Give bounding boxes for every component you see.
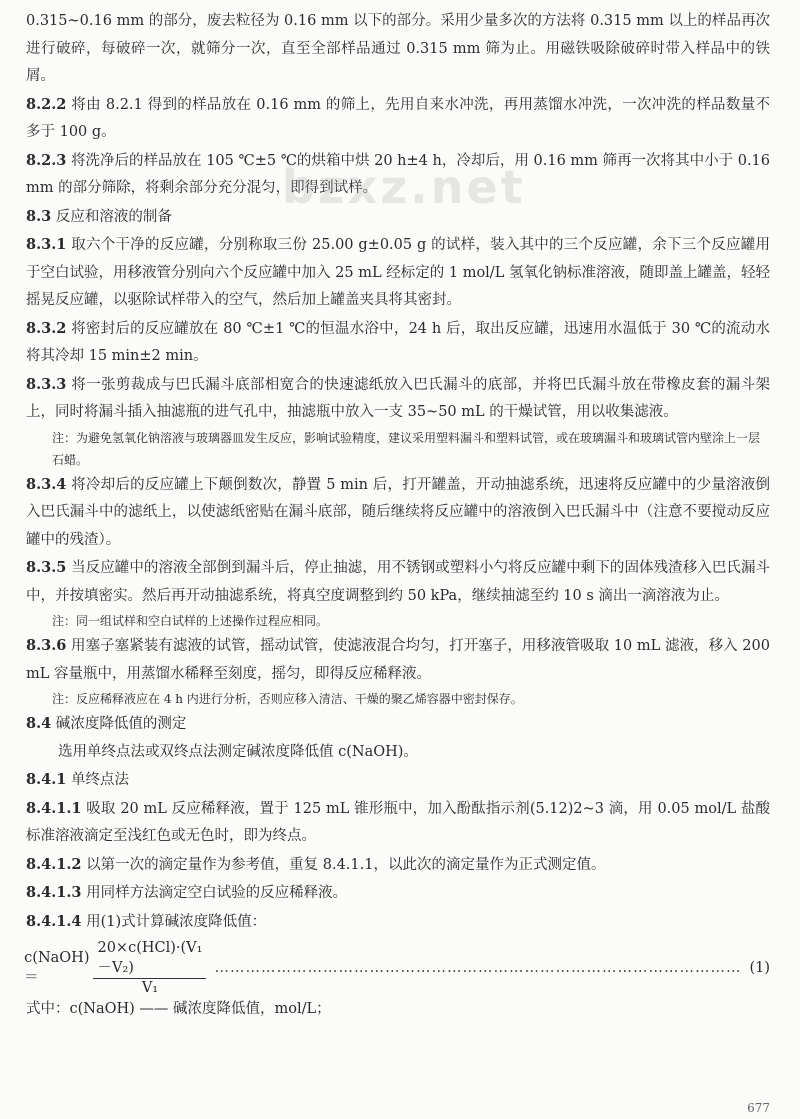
clause-number: 8.3 bbox=[26, 207, 52, 225]
formula-leader-dots: ………………………………………………………………………………………… bbox=[214, 960, 742, 976]
clause-number: 8.3.2 bbox=[26, 319, 67, 337]
paragraph bbox=[26, 908, 770, 937]
paragraph bbox=[26, 851, 770, 880]
note: 注：同一组试样和空白试样的上述操作过程应相同。 bbox=[52, 614, 329, 628]
clause-number: 8.4.1.4 bbox=[26, 912, 82, 930]
formula-denominator: V₁ bbox=[141, 980, 159, 996]
clause-number: 8.4.1.2 bbox=[26, 855, 82, 873]
paragraph bbox=[26, 8, 770, 91]
formula-fraction bbox=[93, 940, 206, 996]
clause-text: 反应和溶液的制备 bbox=[55, 208, 172, 225]
clause-text: 吸取 20 mL 反应稀释液，置于 125 mL 锥形瓶中，加入酚酞指示剂(5.12)2~3 滴，用 0.05 mol/L 盐酸标准溶液滴定至浅红色或无色时，即为终点。 bbox=[26, 800, 771, 844]
clause-number: 8.4.1.3 bbox=[26, 884, 82, 901]
paragraph bbox=[26, 471, 770, 555]
clause-text: 0.315~0.16 mm 的部分，废去粒径为 0.16 mm 以下的部分。采用少量多次的方法将 0.315 mm 以上的样品再次进行破碎，每破碎一次，就筛分一次，直至全部样品通过 0.315 mm 筛为止。用磁铁吸除破碎时带入样品中的铁屑。 bbox=[26, 13, 770, 84]
clause-text: 用塞子塞紧装有滤液的试管，摇动试管，使滤液混合均匀，打开塞子，用移液管吸取 10 mL 滤液，移入 200 mL 容量瓶中，用蒸馏水稀释至刻度，摇匀，即得反应稀释液。 bbox=[26, 638, 770, 682]
where-line: 式中：c(NaOH) —— 碱浓度降低值，mol/L； bbox=[26, 1001, 331, 1017]
clause-text: 将冷却后的反应罐上下颠倒数次，静置 5 min 后，打开罐盖，开动抽滤系统，迅速将反应罐中的少量溶液倒入巴氏漏斗中的滤纸上，以使滤纸密贴在漏斗底部，随后继续将反应罐中的溶液倒入巴氏漏斗中（注意不要搅动反应罐中的残渣）。 bbox=[26, 476, 770, 548]
clause-number: 8.4 bbox=[26, 715, 52, 732]
clause-number: 8.3.1 bbox=[26, 236, 67, 253]
paragraph bbox=[26, 739, 770, 767]
paragraph bbox=[26, 203, 770, 232]
paragraph bbox=[26, 91, 770, 147]
paragraph bbox=[26, 554, 770, 610]
clause-text: 单终点法 bbox=[70, 772, 129, 788]
page-number: 677 bbox=[747, 1101, 770, 1115]
clause-number: 8.4.1.1 bbox=[26, 799, 82, 817]
paragraph bbox=[26, 632, 770, 688]
clause-text: 以第一次的滴定量作为参考值，重复 8.4.1.1，以此次的滴定量作为正式测定值。 bbox=[86, 856, 606, 873]
clause-number: 8.3.6 bbox=[26, 637, 67, 654]
clause-number: 8.2.2 bbox=[26, 95, 67, 113]
paragraph bbox=[26, 231, 770, 315]
clause-text: 将洗净后的样品放在 105 ℃±5 ℃的烘箱中烘 20 h±4 h，冷却后，用 0.16 mm 筛再一次将其中小于 0.16 mm 的部分筛除，将剩余部分充分混匀，即得到试样。 bbox=[26, 152, 771, 196]
formula-numerator: 20×c(HCl)·(V₁－V₂) bbox=[93, 940, 206, 979]
clause-text: 碱浓度降低值的测定 bbox=[55, 716, 187, 732]
clause-number: 8.3.5 bbox=[26, 559, 67, 576]
note: 注：反应稀释液应在 4 h 内进行分析，否则应移入清洁、干燥的聚乙烯容器中密封保存。 bbox=[52, 692, 523, 706]
clause-number: 8.2.3 bbox=[26, 151, 67, 169]
formula-number: (1) bbox=[749, 960, 770, 976]
paragraph bbox=[26, 371, 770, 427]
clause-text: 选用单终点法或双终点法测定碱浓度降低值 c(NaOH)。 bbox=[58, 743, 418, 760]
paragraph bbox=[26, 795, 770, 851]
clause-text: 将密封后的反应罐放在 80 ℃±1 ℃的恒温水浴中，24 h 后，取出反应罐，迅速用水温低于 30 ℃的流动水将其冷却 15 min±2 min。 bbox=[26, 320, 770, 364]
clause-text: 用(1)式计算碱浓度降低值： bbox=[86, 913, 267, 930]
note: 注：为避免氢氧化钠溶液与玻璃器皿发生反应，影响试验精度，建议采用塑料漏斗和塑料试管，或在玻璃漏斗和玻璃试管内壁涂上一层石蜡。 bbox=[52, 430, 761, 467]
watermark: bzxz.net bbox=[282, 160, 526, 214]
paragraph bbox=[26, 766, 770, 795]
paragraph bbox=[26, 147, 770, 203]
formula-1 bbox=[26, 940, 770, 996]
clause-text: 将一张剪裁成与巴氏漏斗底部相宽合的快速滤纸放入巴氏漏斗的底部，并将巴氏漏斗放在带橡皮套的漏斗架上，同时将漏斗插入抽滤瓶的进气孔中，抽滤瓶中放入一支 35~50 mL 的干燥试管，用以收集滤液。 bbox=[26, 376, 770, 420]
clause-text: 用同样方法滴定空白试验的反应稀释液。 bbox=[86, 885, 348, 901]
document-body bbox=[26, 8, 770, 936]
clause-text: 当反应罐中的溶液全部倒到漏斗后，停止抽滤，用不锈钢或塑料小勺将反应罐中剩下的固体残渣移入巴氏漏斗中，并按填密实。然后再开动抽滤系统，将真空度调整到约 50 kPa，继续抽滤至约 10 s 滴出一滴溶液为止。 bbox=[26, 560, 771, 604]
clause-text: 取六个干净的反应罐，分别称取三份 25.00 g±0.05 g 的试样，装入其中的三个反应罐，余下三个反应罐用于空白试验，用移液管分别向六个反应罐中加入 25 mL 经标定的 1 mol/L 氢氧化钠标准溶液，随即盖上罐盖，轻轻摇晃反应罐，以驱除试样带入的空气，然后加上罐盖夹具将其密封。 bbox=[26, 237, 770, 308]
clause-text: 将由 8.2.1 得到的样品放在 0.16 mm 的筛上，先用自来水冲洗，再用蒸馏水冲洗，一次冲洗的样品数量不多于 100 g。 bbox=[26, 96, 771, 140]
paragraph bbox=[26, 879, 770, 908]
formula-lhs: c(NaOH)＝ bbox=[24, 949, 90, 986]
paragraph bbox=[26, 315, 770, 371]
clause-number: 8.3.3 bbox=[26, 375, 67, 393]
paragraph bbox=[26, 710, 770, 739]
clause-number: 8.4.1 bbox=[26, 771, 67, 788]
clause-number: 8.3.4 bbox=[26, 475, 67, 493]
